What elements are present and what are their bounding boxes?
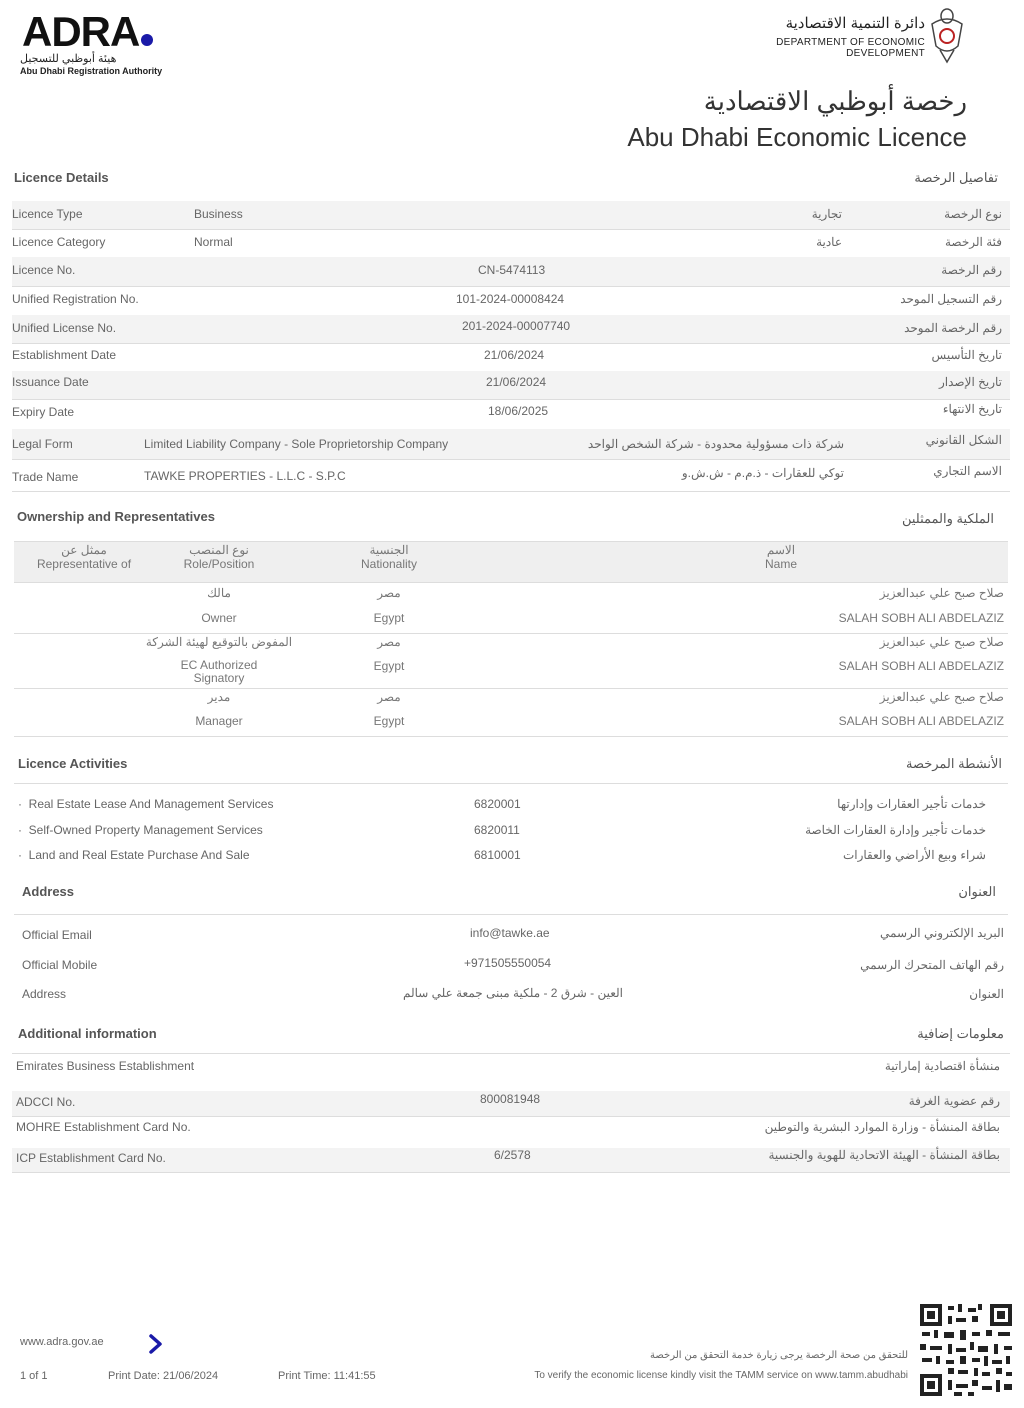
detail-label: Unified Registration No. — [12, 292, 139, 306]
column-header-arabic: نوع المنصب — [189, 543, 249, 557]
additional-label-arabic: بطاقة المنشأة - الهيئة الاتحادية للهوية والجنسية — [768, 1148, 1000, 1162]
detail-row-licence-type — [12, 201, 1010, 230]
nationality-english: Egypt — [373, 714, 405, 728]
detail-label-arabic: تاريخ الانتهاء — [942, 402, 1002, 416]
additional-label: ADCCI No. — [16, 1095, 76, 1109]
department-english: DEPARTMENT OF ECONOMIC DEVELOPMENT — [776, 37, 925, 59]
detail-row-expiry-date — [12, 399, 1010, 430]
activity-name: Real Estate Lease And Management Services — [28, 797, 274, 811]
role-english: EC Authorized Signatory — [180, 658, 258, 685]
column-header-arabic: الجنسية — [369, 543, 409, 557]
activities-heading: Licence Activities — [18, 756, 128, 771]
address-label: Official Mobile — [22, 958, 98, 972]
name-english: SALAH SOBH ALI ABDELAZIZ — [838, 611, 1004, 625]
detail-label-arabic: نوع الرخصة — [944, 207, 1002, 221]
detail-label-arabic: رقم الرخصة — [941, 263, 1002, 277]
role-english: Owner — [201, 611, 237, 625]
qr-code-icon — [918, 1302, 1014, 1398]
chevron-right-icon[interactable] — [146, 1333, 166, 1355]
address-label-arabic: البريد الإلكتروني الرسمي — [880, 926, 1004, 940]
manager-row — [14, 688, 1008, 737]
address-label-arabic: رقم الهاتف المتحرك الرسمي — [860, 958, 1004, 972]
address-label: Official Email — [22, 928, 92, 942]
address-value: العين - شرق 2 - ملكية مبنى جمعة علي سالم — [402, 986, 624, 1000]
detail-row-unified-license — [12, 315, 1010, 344]
column-header-english: Name — [764, 557, 797, 571]
detail-value-arabic: شركة ذات مسؤولية محدودة - شركة الشخص الواحد — [587, 437, 844, 451]
falcon-emblem-icon — [928, 6, 966, 64]
detail-value-arabic: تجارية — [811, 207, 842, 221]
verify-note-arabic: للتحقق من صحة الرخصة يرجى زيارة خدمة التحقق من الرخصة — [650, 1350, 908, 1361]
detail-label: Licence No. — [12, 263, 76, 277]
activity-code: 6820001 — [474, 797, 521, 811]
detail-value: Limited Liability Company - Sole Proprietorship Company — [144, 437, 449, 451]
role-arabic: مالك — [207, 586, 231, 600]
additional-info-heading: Additional information — [18, 1026, 157, 1041]
detail-label-arabic: تاريخ التأسيس — [931, 348, 1002, 362]
detail-label-arabic: الشكل القانوني — [925, 433, 1002, 447]
activity-name-arabic: شراء وبيع الأراضي والعقارات — [842, 848, 986, 862]
detail-label-arabic: رقم التسجيل الموحد — [900, 292, 1002, 306]
additional-label-arabic: رقم عضوية الغرفة — [908, 1094, 1000, 1108]
column-header-nationality — [344, 543, 434, 571]
print-time: Print Time: 11:41:55 — [278, 1370, 376, 1382]
detail-label: Legal Form — [12, 437, 73, 451]
additional-label: Emirates Business Establishment — [16, 1059, 195, 1073]
name-english: SALAH SOBH ALI ABDELAZIZ — [838, 714, 1004, 728]
detail-value: TAWKE PROPERTIES - L.L.C - S.P.C — [144, 469, 346, 483]
nationality-arabic: مصر — [377, 635, 401, 649]
activities-divider — [14, 783, 1008, 784]
activity-name: Self-Owned Property Management Services — [28, 823, 263, 837]
detail-value: CN-5474113 — [478, 263, 546, 277]
detail-value: 201-2024-00007740 — [462, 319, 571, 333]
detail-value-arabic: توكي للعقارات - ذ.م.م - ش.ش.و — [681, 466, 844, 480]
page-title-arabic: رخصة أبوظبي الاقتصادية — [703, 86, 967, 116]
adcci-number-value: 800081948 — [480, 1092, 541, 1106]
nationality-arabic: مصر — [377, 586, 401, 600]
additional-row-emirates-business — [12, 1053, 1010, 1093]
ownership-heading: Ownership and Representatives — [17, 509, 215, 524]
logo-arabic-text: هيئة أبوظبي للتسجيل — [20, 53, 117, 65]
name-arabic: صلاح صبح علي عبدالعزيز — [879, 586, 1004, 600]
column-header-representative — [26, 543, 142, 571]
signatory-row — [14, 633, 1008, 689]
address-label-arabic: العنوان — [969, 987, 1004, 1001]
detail-value: 101-2024-00008424 — [456, 292, 565, 306]
icp-card-value: 6/2578 — [494, 1148, 531, 1162]
detail-value: 21/06/2024 — [486, 375, 547, 389]
activity-item: · Self-Owned Property Management Services — [18, 823, 263, 837]
verify-note: To verify the economic license kindly visit the TAMM service on www.tamm.abudhabi — [534, 1370, 908, 1381]
role-english: Manager — [195, 714, 243, 728]
nationality-english: Egypt — [373, 611, 405, 625]
detail-label: Issuance Date — [12, 375, 89, 389]
column-header-name — [736, 543, 826, 571]
official-mobile-value: +971505550054 — [464, 956, 552, 970]
licence-details-heading: Licence Details — [14, 170, 109, 185]
detail-row-trade-name — [12, 459, 1010, 492]
nationality-english: Egypt — [373, 659, 405, 673]
name-arabic: صلاح صبح علي عبدالعزيز — [879, 635, 1004, 649]
logo-subtitle: Abu Dhabi Registration Authority — [20, 66, 163, 76]
role-arabic: المفوض بالتوقيع لهيئة الشركة — [145, 635, 293, 649]
address-label: Address — [22, 987, 67, 1001]
additional-row-mohre — [12, 1116, 1010, 1149]
page-title: Abu Dhabi Economic Licence — [627, 122, 967, 152]
activity-name: Land and Real Estate Purchase And Sale — [28, 848, 250, 862]
column-header-english: Nationality — [360, 557, 418, 571]
detail-value: 18/06/2025 — [488, 404, 549, 418]
ownership-heading-arabic: الملكية والممثلين — [901, 511, 994, 526]
column-header-arabic: الاسم — [766, 543, 796, 557]
detail-label: Trade Name — [12, 470, 79, 484]
page-number: 1 of 1 — [20, 1370, 48, 1382]
activity-code: 6810001 — [474, 848, 521, 862]
additional-info-heading-arabic: معلومات إضافية — [917, 1026, 1004, 1041]
detail-value: Business — [194, 207, 243, 221]
additional-row-icp — [12, 1148, 1010, 1173]
column-header-english: Representative of — [36, 557, 132, 571]
name-arabic: صلاح صبح علي عبدالعزيز — [879, 690, 1004, 704]
department-arabic: دائرة التنمية الاقتصادية — [785, 15, 925, 32]
detail-label-arabic: تاريخ الإصدار — [938, 375, 1002, 389]
role-arabic: مدير — [207, 690, 231, 704]
activity-item: · Real Estate Lease And Management Services — [18, 797, 274, 811]
name-english: SALAH SOBH ALI ABDELAZIZ — [838, 659, 1004, 673]
additional-label: ICP Establishment Card No. — [16, 1151, 166, 1165]
owner-row — [14, 583, 1008, 634]
detail-row-legal-form — [12, 429, 1010, 460]
detail-label-arabic: الاسم التجاري — [933, 464, 1002, 478]
ownership-table-header — [14, 541, 1008, 583]
detail-row-issuance-date — [12, 371, 1010, 400]
activity-code: 6820011 — [474, 823, 520, 837]
print-date: Print Date: 21/06/2024 — [108, 1370, 219, 1382]
address-heading-arabic: العنوان — [958, 884, 996, 899]
column-header-arabic: ممثل عن — [61, 543, 107, 557]
detail-value: Normal — [194, 235, 233, 249]
official-email-value: info@tawke.ae — [470, 926, 550, 940]
detail-label: Establishment Date — [12, 348, 117, 362]
nationality-arabic: مصر — [377, 690, 401, 704]
activities-heading-arabic: الأنشطة المرخصة — [905, 756, 1002, 771]
detail-label: Expiry Date — [12, 405, 75, 419]
detail-label-arabic: فئة الرخصة — [945, 235, 1002, 249]
adra-logo: ADRA — [22, 8, 153, 56]
column-header-role — [174, 543, 264, 571]
additional-row-adcci — [12, 1091, 1010, 1117]
detail-row-unified-registration — [12, 286, 1010, 316]
additional-label-arabic: بطاقة المنشأة - وزارة الموارد البشرية والتوطين — [764, 1120, 1000, 1134]
additional-label-arabic: منشأة اقتصادية إماراتية — [884, 1059, 1000, 1073]
website-link[interactable]: www.adra.gov.ae — [20, 1336, 104, 1348]
activity-name-arabic: خدمات تأجير وإدارة العقارات الخاصة — [805, 823, 986, 837]
detail-row-establishment-date — [12, 343, 1010, 372]
licence-details-heading-arabic: تفاصيل الرخصة — [914, 170, 998, 185]
additional-label: MOHRE Establishment Card No. — [16, 1120, 191, 1134]
detail-value: 21/06/2024 — [484, 348, 545, 362]
logo-dot-icon — [141, 34, 153, 46]
detail-label: Licence Type — [12, 207, 83, 221]
detail-value-arabic: عادية — [816, 235, 842, 249]
activity-name-arabic: خدمات تأجير العقارات وإدارتها — [837, 797, 986, 811]
detail-row-licence-category — [12, 229, 1010, 258]
detail-label: Unified License No. — [12, 321, 117, 335]
detail-row-licence-no — [12, 257, 1010, 287]
activity-item: · Land and Real Estate Purchase And Sale — [18, 848, 250, 862]
column-header-english: Role/Position — [183, 557, 255, 571]
detail-label: Licence Category — [12, 235, 106, 249]
address-heading: Address — [22, 884, 75, 899]
detail-label-arabic: رقم الرخصة الموحد — [904, 321, 1002, 335]
address-divider — [14, 914, 1008, 915]
